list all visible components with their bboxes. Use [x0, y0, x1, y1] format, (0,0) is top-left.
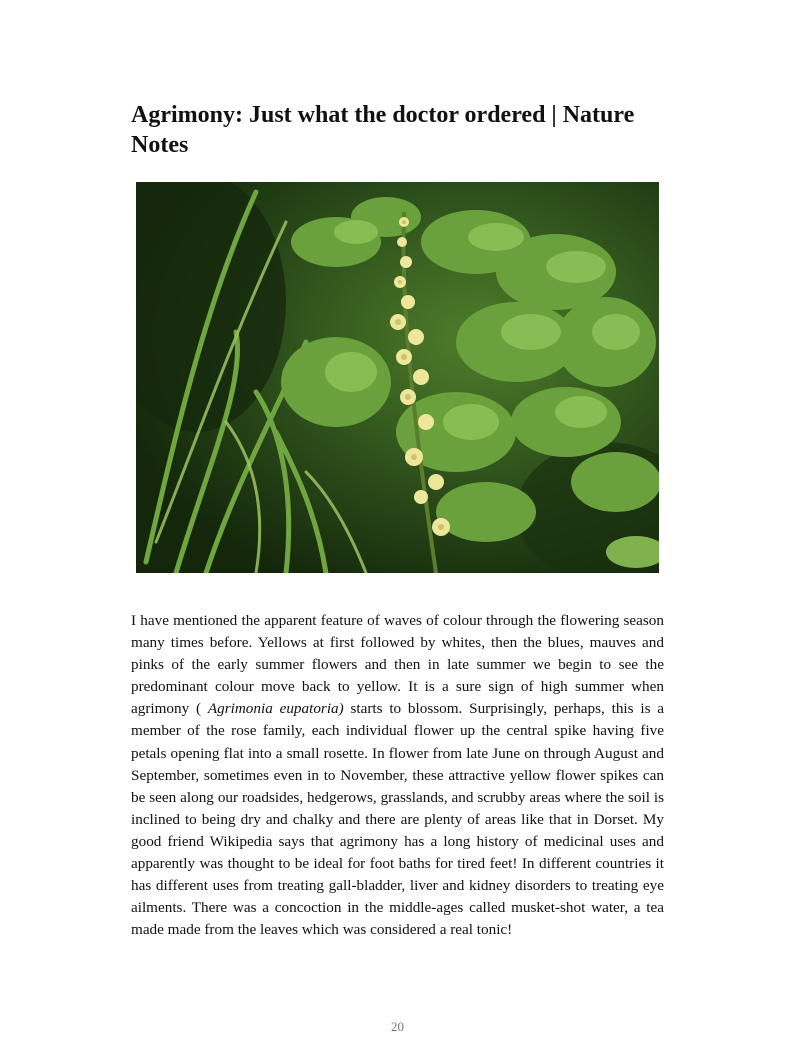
page-number: 20	[391, 1019, 404, 1034]
page-title: Agrimony: Just what the doctor ordered | Nature Notes	[131, 102, 635, 158]
agrimony-photo	[136, 182, 659, 573]
body-paragraph	[131, 610, 664, 941]
body-text-part-1: I have mentioned the apparent feature of waves of colour through the flowering season many times before. Yellows at first followed by whites, then the blues, mauves and pinks of the early summer flowers and then in late summer we begin to see the predominant colour move back to yellow. It is a sure sign of high summer when agrimony (	[131, 612, 664, 718]
body-text-part-2: starts to blossom. Surprisingly, perhaps, this is a member of the rose family, each individual flower up the central spike having five petals opening flat into a small rosette. In flower from late June on through August and September, sometimes even in to November, these attractive yellow flower spikes can be seen along our roadsides, hedgerows, grasslands, and scrubby areas where the soil is inclined to being dry and chalky and there are plenty of areas like that in Dorset. My good friend Wikipedia says that agrimony has a long history of medicinal uses and apparently was thought to be ideal for foot baths for tired feet! In different countries it has different uses from treating gall-bladder, liver and kidney disorders to treating eye ailments. There was a concoction in the middle-ages called musket-shot water, a tea made made from the leaves which was considered a real tonic!	[131, 700, 664, 939]
agrimony-photo-illustration	[136, 182, 659, 573]
species-name: Agrimonia eupatoria)	[207, 700, 344, 718]
